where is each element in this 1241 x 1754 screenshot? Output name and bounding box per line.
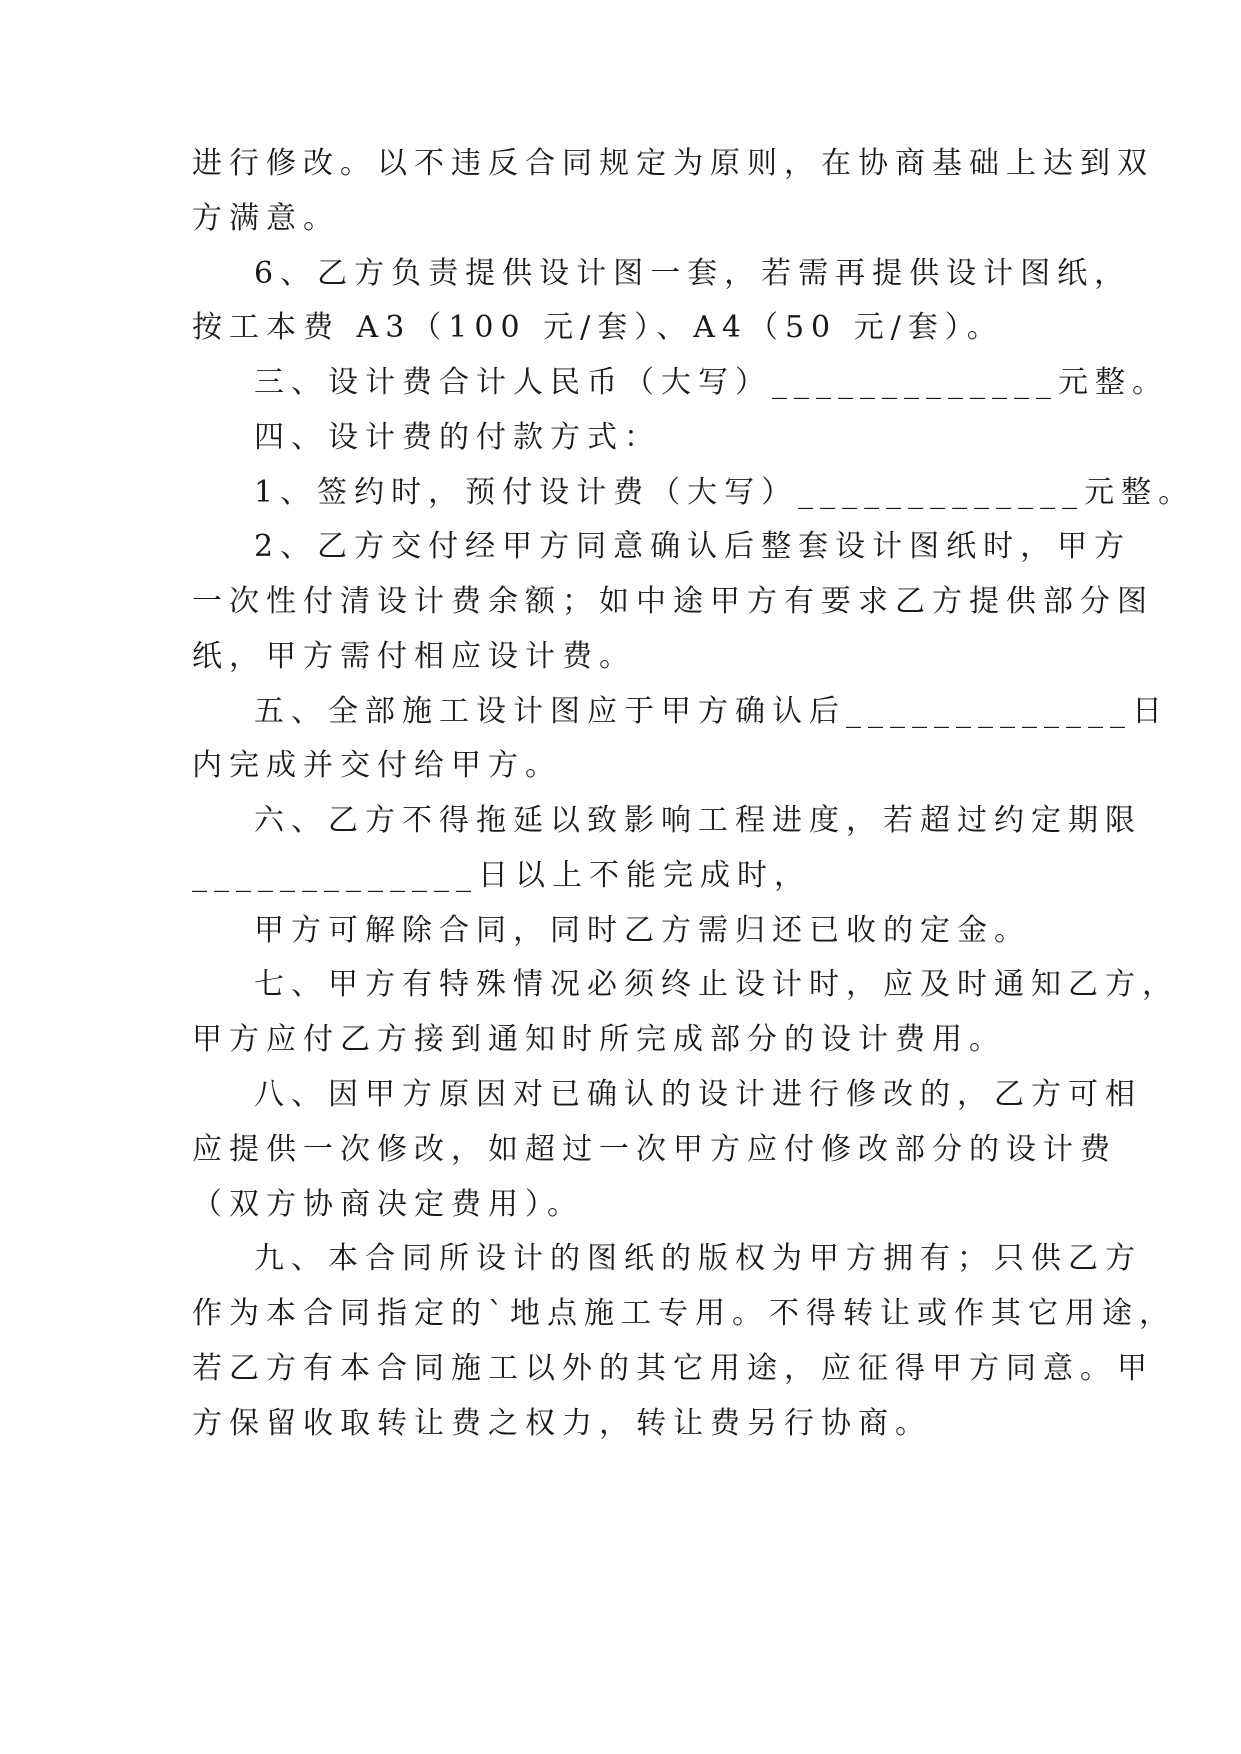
text-line-5: 三、设计费合计人民币（大写）_____________元整。 [254,365,1169,400]
text-line-2: 方满意。 [192,201,340,236]
text-line-14: _____________日以上不能完成时， [192,858,811,893]
text-line-18: 八、因甲方原因对已确认的设计进行修改的，乙方可相 [254,1077,1142,1112]
text-line-23: 若乙方有本合同施工以外的其它用途，应征得甲方同意。甲 [192,1351,1154,1386]
text-line-1: 进行修改。以不违反合同规定为原则，在协商基础上达到双 [192,146,1154,181]
text-line-6: 四、设计费的付款方式： [254,420,661,455]
text-line-4: 按工本费 A3（100 元/套）、A4（50 元/套）。 [192,310,1004,345]
text-line-3: 6、乙方负责提供设计图一套，若需再提供设计图纸， [254,256,1132,291]
text-line-20: （双方协商决定费用）。 [192,1187,584,1222]
text-line-24: 方保留收取转让费之权力，转让费另行协商。 [192,1406,932,1441]
text-line-11: 五、全部施工设计图应于甲方确认后_____________日 [254,694,1169,729]
text-line-9: 一次性付清设计费余额；如中途甲方有要求乙方提供部分图 [192,584,1154,619]
text-line-15: 甲方可解除合同，同时乙方需归还已收的定金。 [254,913,1031,948]
text-line-21: 九、本合同所设计的图纸的版权为甲方拥有；只供乙方 [254,1241,1142,1276]
text-line-19: 应提供一次修改，如超过一次甲方应付修改部分的设计费 [192,1132,1117,1167]
text-line-12: 内完成并交付给甲方。 [192,748,562,783]
text-line-8: 2、乙方交付经甲方同意确认后整套设计图纸时，甲方 [254,529,1132,564]
text-line-16: 七、甲方有特殊情况必须终止设计时，应及时通知乙方， [254,967,1179,1002]
text-line-7: 1、签约时，预付设计费（大写）_____________元整。 [254,475,1196,510]
text-line-13: 六、乙方不得拖延以致影响工程进度，若超过约定期限 [254,803,1142,838]
text-line-17: 甲方应付乙方接到通知时所完成部分的设计费用。 [192,1022,1006,1057]
text-line-22: 作为本合同指定的`地点施工专用。不得转让或作其它用途， [192,1296,1176,1331]
text-line-10: 纸，甲方需付相应设计费。 [192,639,636,674]
